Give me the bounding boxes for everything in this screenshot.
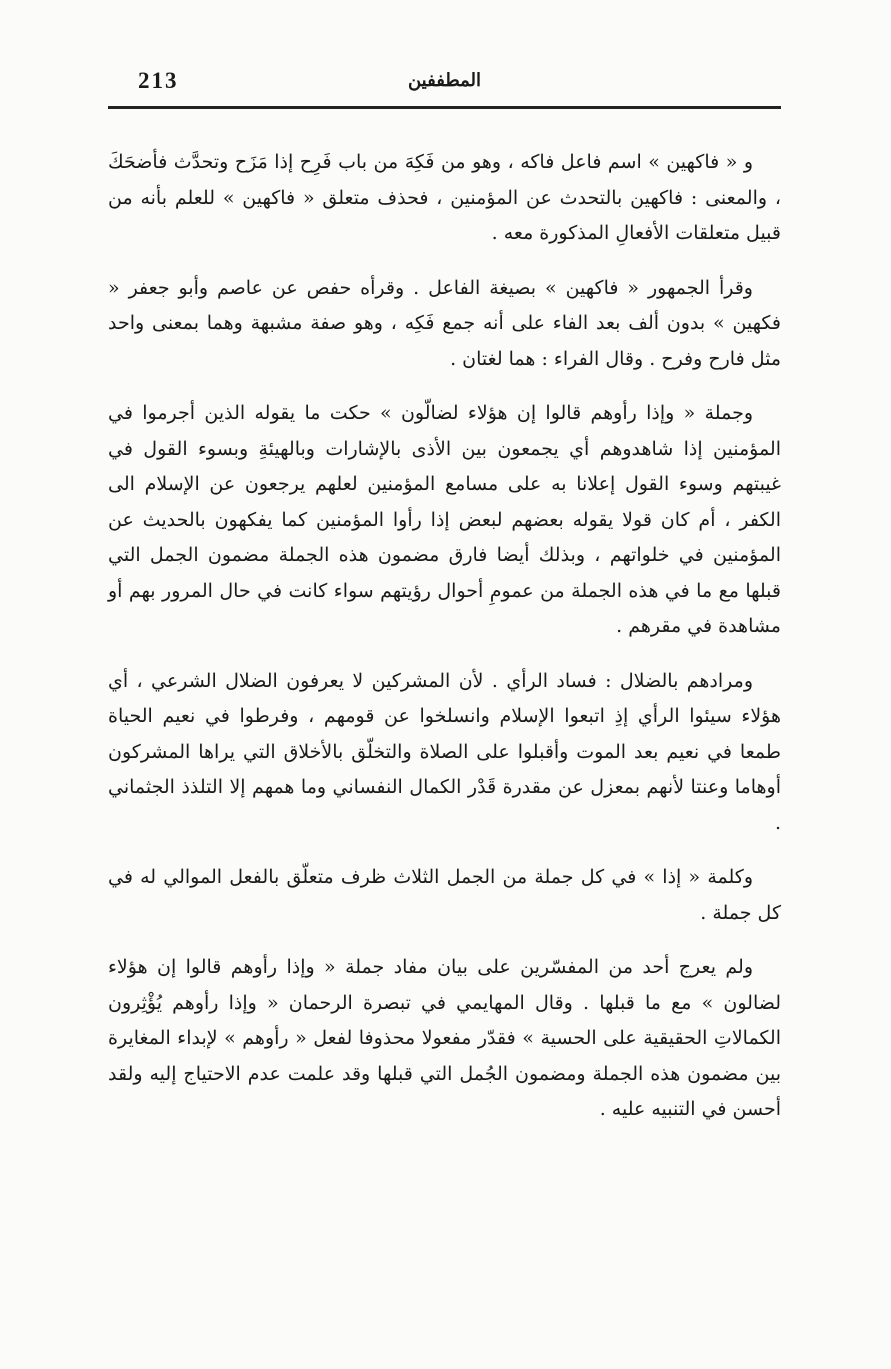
chapter-title: المطففين bbox=[407, 70, 481, 91]
paragraph-kalimat-idha: وكلمة « إذا » في كل جملة من الجمل الثلاث ظرف متعلّق بالفعل الموالي له في كل جملة . bbox=[108, 866, 781, 924]
paragraph-qiraat: وقرأ الجمهور « فاكهين » بصيغة الفاعل . وقرأه حفص عن عاصم وأبو جعفر « فكهين » بدون ألف بعد الفاء على أنه جمع فَكِه ، وهو صفة مشبهة وهما بمعنى واحد مثل فارح وفرح . وقال الفراء : هما لغتان . bbox=[108, 276, 781, 370]
paragraph-mahayimi: ولم يعرج أحد من المفسّرين على بيان مفاد جملة « وإذا رأوهم قالوا إن هؤلاء لضالون » مع ما قبلها . وقال المهايمي في تبصرة الرحمان « وإذا رأوهم يُؤْثِرون الكمالاتِ الحقيقية على الحسية » فقدّر مفعولا محذوفا لفعل « رأوهم » لإبداء المغايرة بين مضمون هذه الجملة ومضمون الجُمل التي قبلها وقد علمت عدم الاحتياج إليه ولقد أحسن في التنبيه عليه . bbox=[108, 956, 781, 1120]
running-header bbox=[108, 66, 781, 102]
paragraph-wa-idha-raawhum: وجملة « وإذا رأوهم قالوا إن هؤلاء لضالّون » حكت ما يقوله الذين أجرموا في المؤمنين إذا شاهدوهم أي يجمعون بين الأذى بالإشارات وبالهيئةِ وبسوء القول في غيبتهم وسوء القول إعلانا به على مسامع المؤمنين لعلهم يرجعون عن الإسلام الى الكفر ، أم كان قولا يقوله بعضهم لبعض إذا رأوا المؤمنين كما يفكهون بالحديث عن المؤمنين في خلواتهم ، وبذلك أيضا فارق مضمون هذه الجملة مضمون الجمل التي قبلها مع ما في هذه الجملة من عمومِ أحوال رؤيتهم سواء كانت في حال المرور بهم أو مشاهدة في مقرهم . bbox=[108, 402, 781, 637]
page-number: 213 bbox=[138, 68, 179, 93]
paragraph-fakihin: و « فاكهين » اسم فاعل فاكه ، وهو من فَكِهَ من باب فَرِح إذا مَزَح وتحدَّث فأضحَكَ ، والمعنى : فاكهين بالتحدث عن المؤمنين ، فحذف متعلق « فاكهين » للعلم بأنه من قبيل متعلقات الأفعالِ المذكورة معه . bbox=[108, 151, 781, 244]
header-rule bbox=[108, 106, 781, 109]
paragraph-dalal: ومرادهم بالضلال : فساد الرأي . لأن المشركين لا يعرفون الضلال الشرعي ، أي هؤلاء سيئوا الرأي إذِ اتبعوا الإسلام وانسلخوا عن قومهم ، وفرطوا في نعيم الحياة طمعا في نعيم بعد الموت وأقبلوا على الصلاة والتخلّق بالأخلاق التي يراها المشركون أوهاما وعنتا لأنهم بمعزل عن مقدرة قَدْر الكمال النفساني وما همهم إلا التلذذ الجثماني . bbox=[108, 669, 781, 834]
body-text bbox=[108, 145, 781, 1147]
